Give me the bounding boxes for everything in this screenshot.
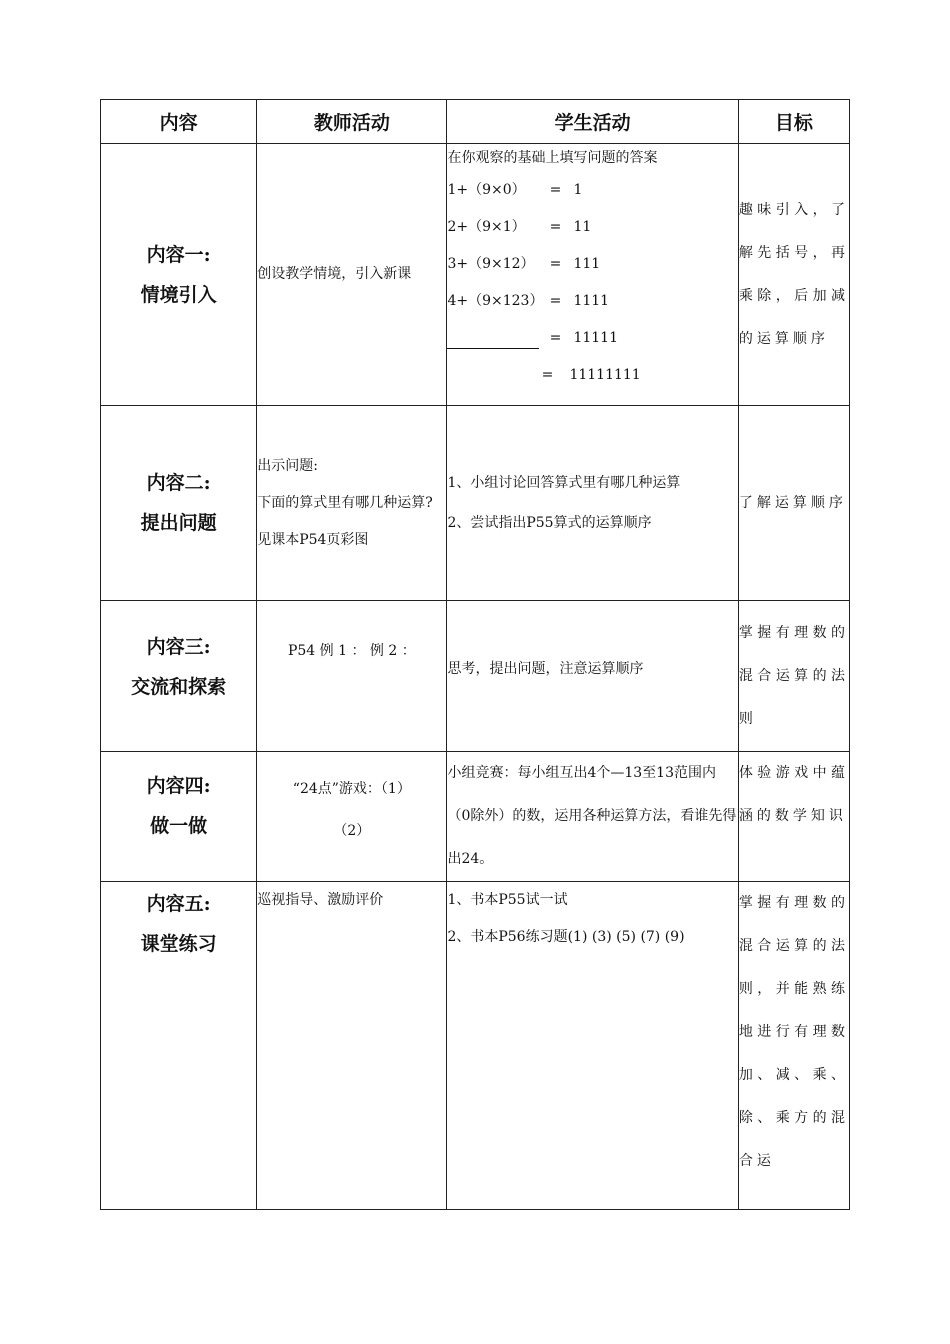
- equation-lhs: 2+（9×1）: [447, 219, 526, 235]
- equation-rhs: 11: [573, 219, 592, 235]
- goal-cell: 掌握有理数的混合运算的法则: [738, 601, 849, 752]
- teacher-text: “24点”游戏：（1）: [292, 781, 411, 797]
- equation-row: [447, 283, 737, 320]
- equation-row: [447, 172, 737, 209]
- topic-title: 情境引入: [140, 283, 217, 306]
- header-teacher: 教师活动: [257, 100, 447, 144]
- topic-cell: [101, 144, 257, 406]
- student-text: 小组竞赛：每小组互出4个—13至13范围内（0除外）的数，运用各种运算方法，看谁先得出24。: [447, 765, 737, 867]
- equation-row: [447, 320, 737, 357]
- topic-title: 课堂练习: [140, 933, 217, 955]
- teacher-text: 出示问题:: [257, 457, 318, 474]
- teacher-cell: [257, 406, 447, 601]
- goal-cell: 体验游戏中蕴涵的数学知识: [738, 752, 849, 882]
- equation-sign: =: [549, 219, 562, 235]
- topic-title: 交流和探索: [131, 676, 227, 698]
- topic-number: 内容二:: [146, 472, 211, 494]
- teacher-cell: [257, 601, 447, 752]
- topic-number: 内容一:: [146, 243, 211, 266]
- student-text: 2、书本P56练习题(1) (3) (5) (7) (9): [447, 929, 685, 945]
- lesson-plan-table: [100, 99, 850, 1210]
- table-row: [101, 882, 850, 1210]
- goal-cell: 了解运算顺序: [738, 406, 849, 601]
- teacher-text: 见课本P54页彩图: [257, 531, 369, 548]
- student-cell: [447, 144, 738, 406]
- student-text: 1、小组讨论回答算式里有哪几种运算: [447, 475, 681, 491]
- teacher-text: （2）: [333, 823, 371, 839]
- equation-sign: =: [549, 182, 562, 198]
- table-row: [101, 406, 850, 601]
- goal-cell: 掌握有理数的混合运算的法则，并能熟练地进行有理数加、减、乘、除、乘方的混合运: [738, 882, 849, 1210]
- teacher-cell: [257, 882, 447, 1210]
- topic-number: 内容四:: [146, 775, 211, 797]
- header-goal: 目标: [738, 100, 849, 144]
- student-cell: [447, 882, 738, 1210]
- teacher-text: 巡视指导、激励评价: [257, 892, 384, 908]
- student-cell: [447, 752, 738, 882]
- header-content: 内容: [101, 100, 257, 144]
- teacher-cell: [257, 752, 447, 882]
- table-row: [101, 144, 850, 406]
- student-intro: 在你观察的基础上填写问题的答案: [447, 150, 658, 166]
- student-text: 2、尝试指出P55算式的运算顺序: [447, 515, 652, 531]
- student-text: 思考，提出问题，注意运算顺序: [447, 660, 644, 677]
- student-cell: [447, 601, 738, 752]
- topic-title: 做一做: [150, 815, 208, 837]
- equation-blank: [447, 320, 543, 357]
- equation-rhs: 11111: [573, 330, 618, 346]
- equation-sign: =: [541, 367, 554, 383]
- equation-rhs: 1: [573, 182, 583, 198]
- teacher-cell: [257, 144, 447, 406]
- goal-cell: 趣味引入，了解先括号，再乘除，后加减的运算顺序: [738, 144, 849, 406]
- equation-row: [447, 246, 737, 283]
- equation-row: [447, 357, 737, 394]
- student-text: 1、书本P55试一试: [447, 892, 568, 908]
- equation-rhs: 1111: [573, 293, 610, 309]
- student-cell: [447, 406, 738, 601]
- header-student: 学生活动: [447, 100, 738, 144]
- equation-lhs: 4+（9×123）: [447, 293, 544, 309]
- equation-sign: =: [549, 256, 562, 272]
- topic-cell: [101, 406, 257, 601]
- equation-sign: =: [549, 293, 562, 309]
- equation-empty: [447, 357, 535, 394]
- table-row: [101, 601, 850, 752]
- table-row: [101, 752, 850, 882]
- equation-lhs: 3+（9×12）: [447, 256, 535, 272]
- equation-rhs: 111: [573, 256, 601, 272]
- topic-cell: [101, 752, 257, 882]
- topic-number: 内容五:: [146, 893, 211, 915]
- equation-rhs: 11111111: [569, 367, 641, 383]
- teacher-text: 下面的算式里有哪几种运算?: [257, 494, 433, 511]
- equation-sign: =: [549, 330, 562, 346]
- topic-number: 内容三:: [146, 636, 211, 658]
- teacher-text: 创设教学情境，引入新课: [257, 266, 412, 282]
- topic-cell: [101, 882, 257, 1210]
- equation-lhs: 1+（9×0）: [447, 182, 526, 198]
- equation-row: [447, 209, 737, 246]
- topic-title: 提出问题: [140, 512, 217, 534]
- topic-cell: [101, 601, 257, 752]
- header-row: [101, 100, 850, 144]
- teacher-text: P54 例 1 ： 例 2 ：: [287, 643, 416, 659]
